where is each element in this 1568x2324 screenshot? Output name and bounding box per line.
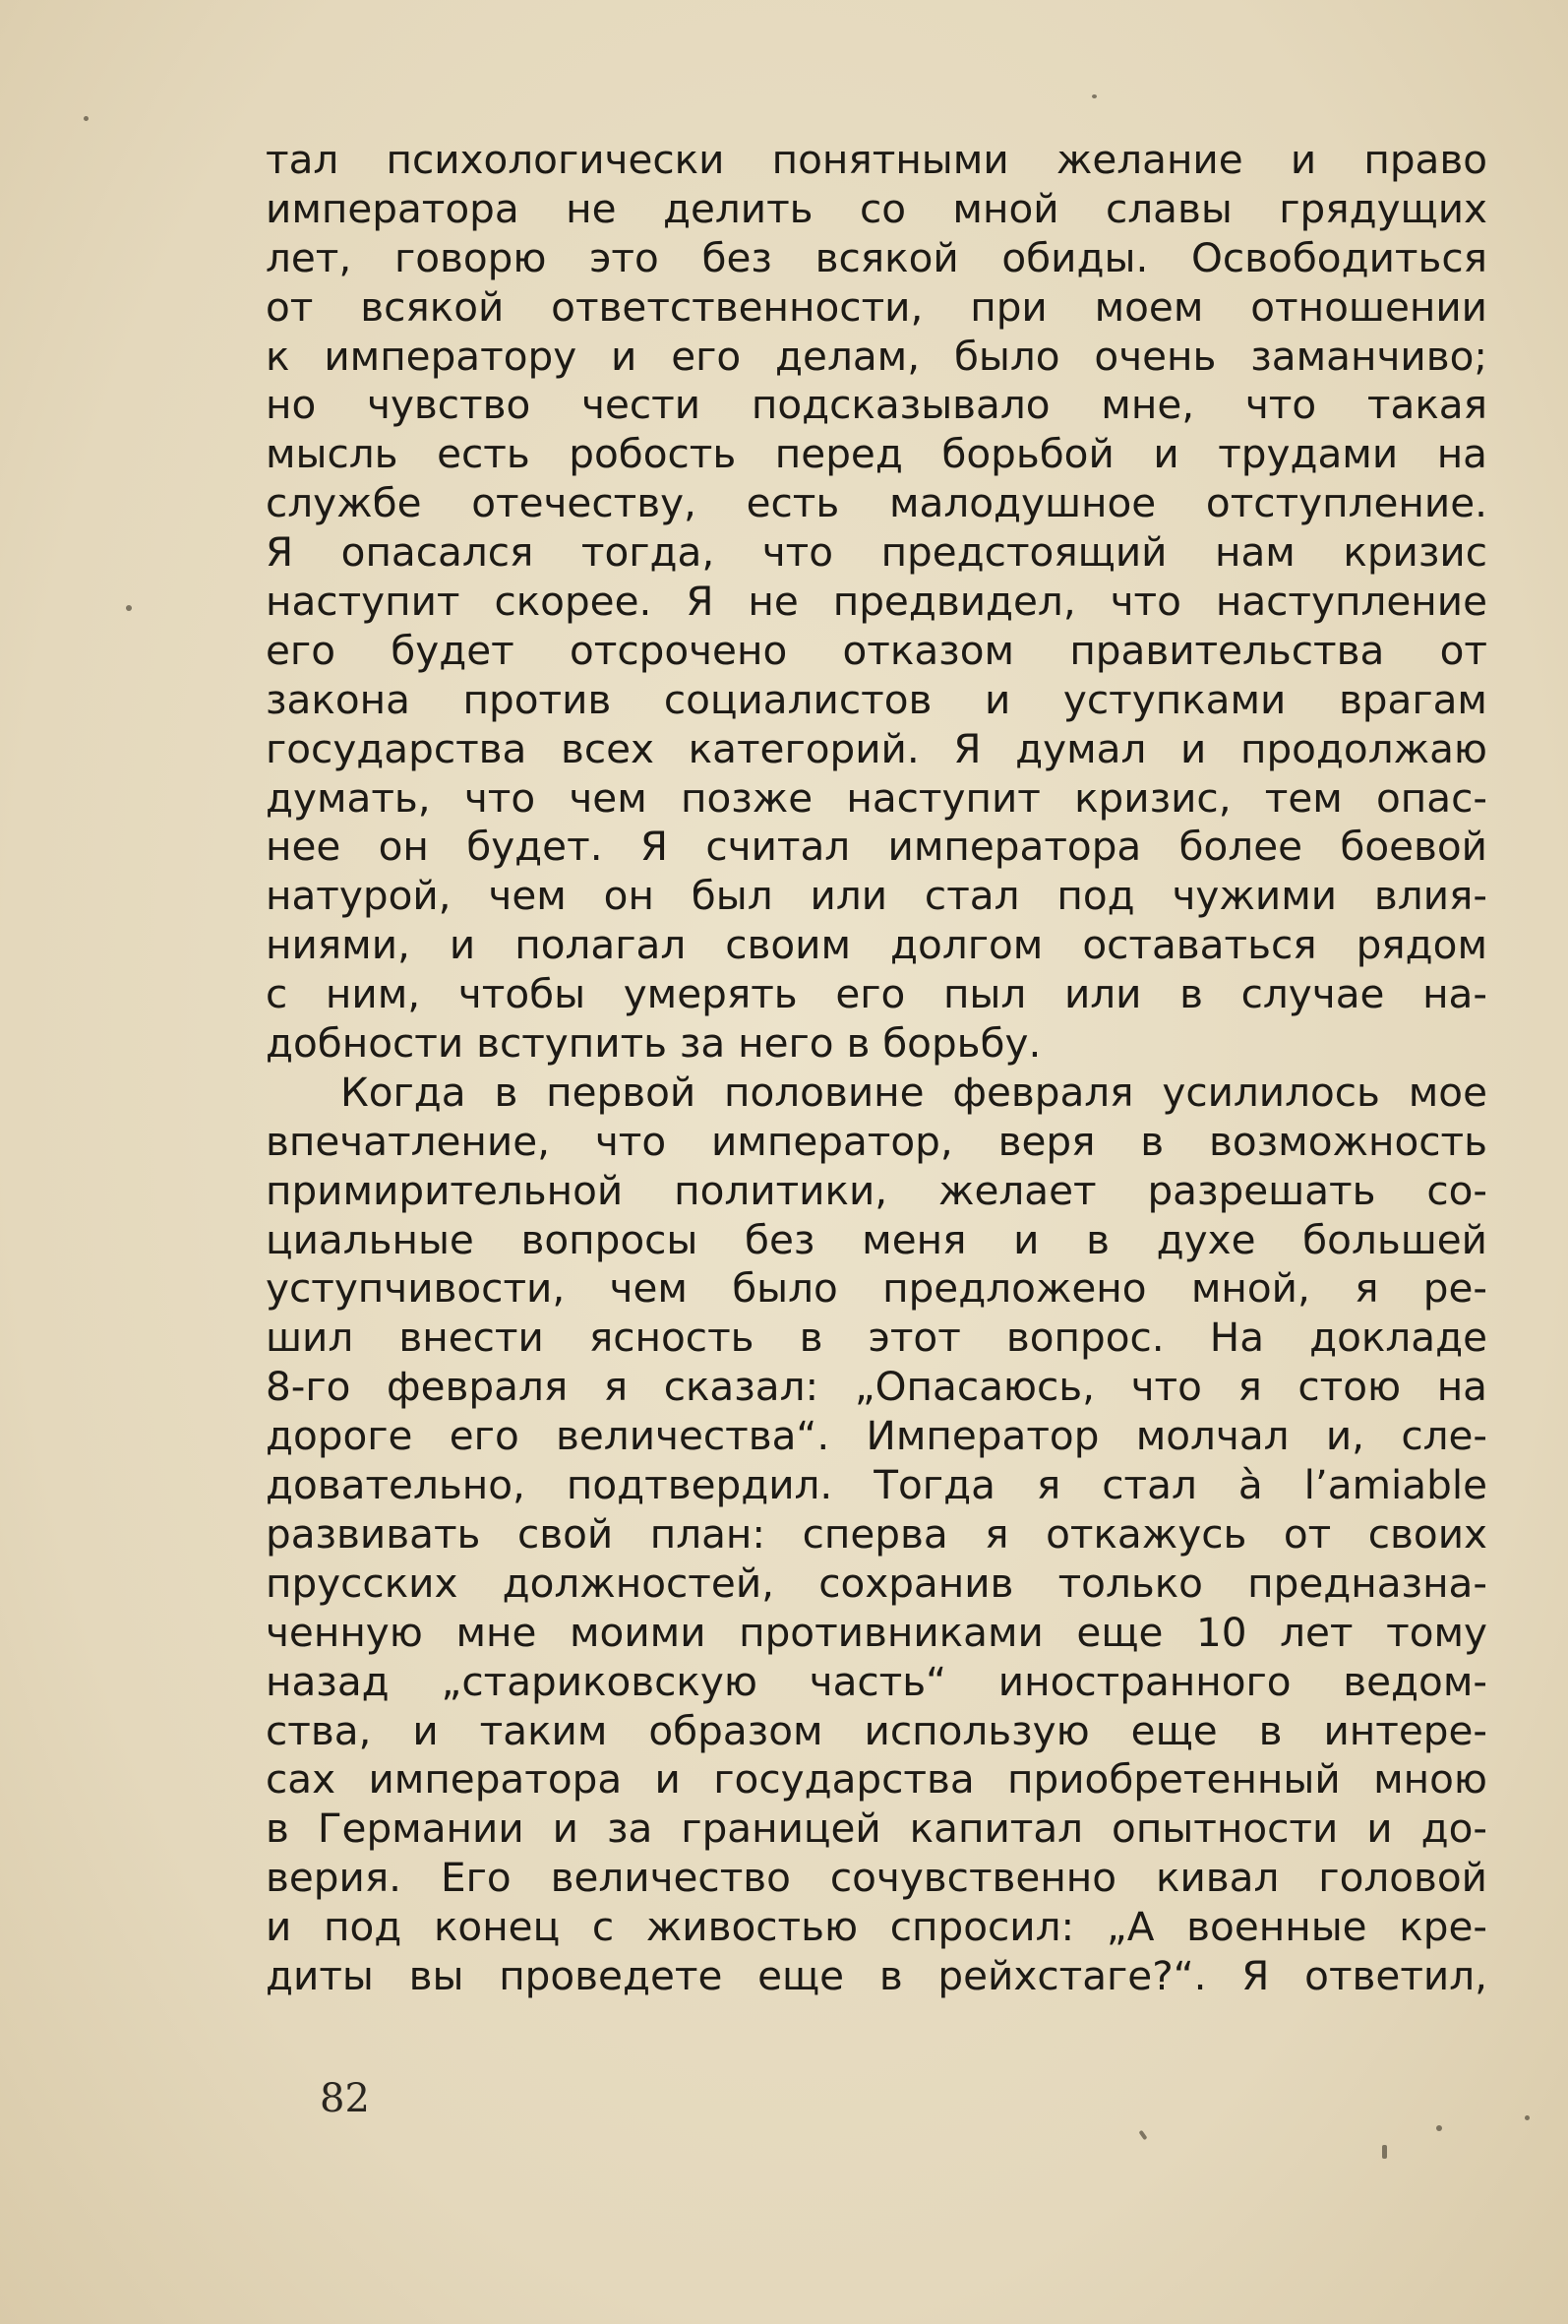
text-line: но чувство чести подсказывало мне, что такая: [266, 381, 1487, 429]
body-text: [266, 136, 1487, 2001]
text-line: лет, говорю это без всякой обиды. Освободиться: [266, 233, 1487, 281]
text-line: государства всех категорий. Я думал и продолжаю: [266, 724, 1487, 772]
paper-speck: [1436, 2125, 1442, 2131]
text-line: уступчивости, чем было предложено мной, я ре-: [266, 1264, 1487, 1313]
text-line: развивать свой план: сперва я откажусь от своих: [266, 1509, 1487, 1558]
paper-speck: [126, 605, 132, 611]
text-line: тал психологически понятными желание и право: [266, 136, 1487, 183]
text-line: верия. Его величество сочувственно кивал головой: [266, 1854, 1487, 1902]
text-line: нее он будет. Я считал императора более боевой: [266, 823, 1487, 871]
text-line: 8-го февраля я сказал: „Опасаюсь, что я стою на: [266, 1363, 1487, 1411]
paper-speck: [1382, 2145, 1387, 2159]
text-line: мысль есть робость перед борьбой и трудами на: [266, 430, 1487, 478]
text-line: службе отечеству, есть малодушное отступление.: [266, 479, 1487, 527]
text-line: добности вступить за него в борьбу.: [266, 1019, 1042, 1068]
text-line: сах императора и государства приобретенный мною: [266, 1755, 1487, 1804]
text-line: довательно, подтвердил. Тогда я стал à l’amiable: [266, 1461, 1487, 1509]
paper-speck: [1525, 2115, 1530, 2120]
text-line: впечатление, что император, веря в возможность: [266, 1117, 1487, 1165]
paper-speck: [1138, 2130, 1147, 2140]
text-line: шил внести ясность в этот вопрос. На докладе: [266, 1314, 1487, 1362]
text-line: натурой, чем он был или стал под чужими влия-: [266, 872, 1487, 920]
paragraph-1: [266, 136, 1487, 1069]
text-line: циальные вопросы без меня и в духе большей: [266, 1215, 1487, 1263]
text-line: назад „стариковскую часть“ иностранного ведом-: [266, 1657, 1487, 1705]
text-line: от всякой ответственности, при моем отношении: [266, 282, 1487, 331]
text-line: ниями, и полагал своим долгом оставаться рядом: [266, 921, 1487, 969]
text-line: Я опасался тогда, что предстоящий нам кризис: [266, 528, 1487, 577]
text-line: диты вы проведете еще в рейхстаге?“. Я ответил,: [266, 1951, 1487, 1999]
paper-speck: [84, 116, 89, 121]
text-line: дороге его величества“. Император молчал и, сле-: [266, 1412, 1487, 1460]
text-line: ства, и таким образом использую еще в интере-: [266, 1706, 1487, 1754]
text-line: думать, что чем позже наступит кризис, тем опас-: [266, 773, 1487, 822]
text-line: Когда в первой половине февраля усилилось мое: [340, 1068, 1487, 1116]
text-line: императора не делить со мной славы грядущих: [266, 184, 1487, 232]
page-number: 82: [320, 2076, 370, 2121]
text-line: примирительной политики, желает разрешать со-: [266, 1166, 1487, 1214]
text-line: закона против социалистов и уступками врагам: [266, 675, 1487, 723]
text-line: с ним, чтобы умерять его пыл или в случае на-: [266, 970, 1487, 1018]
paper-speck: [1092, 94, 1097, 98]
text-line: к императору и его делам, было очень заманчиво;: [266, 332, 1487, 380]
text-line: в Германии и за границей капитал опытности и до-: [266, 1804, 1487, 1853]
text-line: наступит скорее. Я не предвидел, что наступление: [266, 578, 1487, 626]
text-line: его будет отсрочено отказом правительства от: [266, 626, 1487, 674]
text-line: прусских должностей, сохранив только предназна-: [266, 1559, 1487, 1607]
paragraph-2: [266, 1069, 1487, 2001]
text-line: ченную мне моими противниками еще 10 лет тому: [266, 1608, 1487, 1656]
text-line: и под конец с живостью спросил: „А военные кре-: [266, 1903, 1487, 1951]
